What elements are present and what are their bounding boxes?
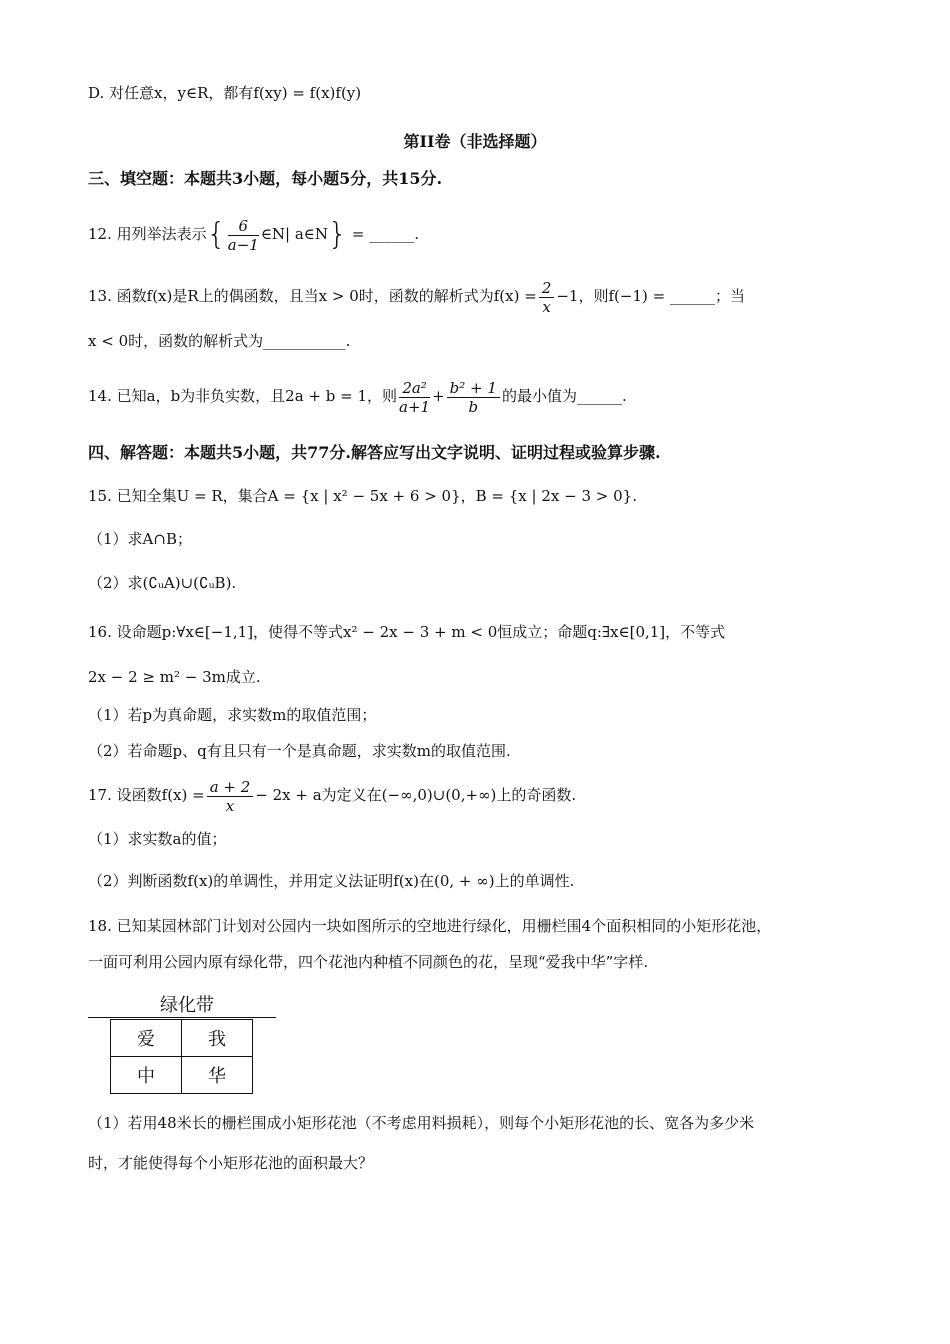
q18-part1-line2: 时，才能使得每个小矩形花池的面积最大？ bbox=[88, 1154, 374, 1172]
greenbelt-line bbox=[88, 1017, 276, 1018]
q15-part1: （1）求A∩B； bbox=[88, 530, 192, 548]
q18-number: 18. bbox=[88, 917, 112, 935]
q13-number: 13. bbox=[88, 287, 112, 305]
question-14: 14. 已知a，b为非负实数，且2a + b = 1，则 $\frac{\text{2a²}}{a+1}$ + $\frac{\text{b² + 1}}{b}$ 的最小值为______. bbox=[88, 378, 627, 416]
part2-title: 第II卷（非选择题） bbox=[403, 132, 547, 151]
flower-bed-cell: 中 bbox=[111, 1057, 182, 1094]
q17-number: 17. bbox=[88, 786, 112, 804]
q14-fraction-b: $\frac{\text{b² + 1}}{b}$ bbox=[447, 379, 500, 416]
q16-line2: 2x − 2 ≥ m² − 3m成立. bbox=[88, 668, 261, 686]
q13-line2: x < 0时，函数的解析式为___________. bbox=[88, 332, 351, 350]
flower-bed-cell: 华 bbox=[182, 1057, 253, 1094]
q17-part2: （2）判断函数f(x)的单调性，并用定义法证明f(x)在(0, + ∞)上的单调性. bbox=[88, 872, 575, 890]
q18-line2: 一面可利用公园内原有绿化带，四个花池内种植不同颜色的花，呈现“爱我中华”字样. bbox=[88, 953, 649, 971]
question-17 bbox=[88, 772, 576, 818]
question-13 bbox=[88, 274, 745, 318]
q12-prefix: 用列举法表示 bbox=[116, 225, 207, 243]
q12-suffix: = ______. bbox=[351, 225, 420, 243]
q17-suffix: − 2x + a为定义在(−∞,0)∪(0,+∞)上的奇函数. bbox=[255, 786, 577, 804]
q16-number: 16. bbox=[88, 623, 112, 641]
section3-heading: 三、填空题：本题共3小题，每小题5分，共15分. bbox=[88, 169, 443, 188]
q13-fraction: $\frac{2}{x}$ bbox=[539, 279, 555, 316]
q12-set-condition: ∈N| a∈N bbox=[260, 225, 329, 243]
question-15 bbox=[88, 485, 637, 507]
q16-line1: 设命题p:∀x∈[−1,1]，使得不等式x² − 2x − 3 + m < 0恒成立；命题q:∃x∈[0,1]，不等式 bbox=[116, 623, 726, 641]
question-12: 12. 用列举法表示{ $\frac{6}{a-1}$ ∈N| a∈N} = ______. bbox=[88, 216, 420, 254]
q12-number: 12. bbox=[88, 225, 112, 243]
q14-suffix: 的最小值为______. bbox=[501, 387, 627, 405]
flower-bed-cell: 爱 bbox=[111, 1020, 182, 1057]
option-d-label: D. bbox=[88, 84, 105, 102]
section4-heading: 四、解答题：本题共5小题，共77分.解答应写出文字说明、证明过程或验算步骤. bbox=[88, 443, 661, 462]
q16-part2: （2）若命题p、q有且只有一个是真命题，求实数m的取值范围. bbox=[88, 742, 511, 760]
greenbelt-label: 绿化带 bbox=[160, 995, 214, 1016]
q17-part1: （1）求实数a的值； bbox=[88, 830, 227, 848]
q14-fraction-a: $\frac{\text{2a²}}{a+1}$ bbox=[399, 378, 431, 416]
q12-fraction: $\frac{6}{a-1}$ bbox=[227, 216, 259, 254]
q14-prefix: 已知a，b为非负实数，且2a + b = 1，则 bbox=[116, 387, 398, 405]
q15-number: 15. bbox=[88, 487, 112, 505]
q17-prefix: 设函数f(x) = bbox=[116, 786, 205, 804]
q14-number: 14. bbox=[88, 387, 112, 405]
question-16 bbox=[88, 621, 725, 643]
q16-part1: （1）若p为真命题，求实数m的取值范围； bbox=[88, 706, 377, 724]
q13-line1b: −1，则f(−1) = ______；当 bbox=[556, 287, 745, 305]
flower-bed-diagram bbox=[110, 1019, 253, 1094]
q18-line1: 已知某园林部门计划对公园内一块如图所示的空地进行绿化，用栅栏围4个面积相同的小矩形花池， bbox=[116, 917, 772, 935]
option-d-text: 对任意x，y∈R，都有f(xy) = f(x)f(y) bbox=[109, 84, 362, 102]
question-18 bbox=[88, 915, 771, 937]
q17-fraction: $\frac{a + 2}{x}$ bbox=[207, 778, 254, 815]
q13-line1a: 函数f(x)是R上的偶函数，且当x > 0时，函数的解析式为f(x) = bbox=[116, 287, 537, 305]
q18-part1-line1: （1）若用48米长的栅栏围成小矩形花池（不考虑用料损耗），则每个小矩形花池的长、宽各为多少米 bbox=[88, 1114, 755, 1132]
q15-part2: （2）求(∁ᵤA)∪(∁ᵤB). bbox=[88, 574, 237, 592]
flower-bed-cell: 我 bbox=[182, 1020, 253, 1057]
option-d bbox=[88, 82, 361, 104]
q15-text: 已知全集U = R，集合A = {x | x² − 5x + 6 > 0}，B = {x | 2x − 3 > 0}. bbox=[116, 487, 637, 505]
